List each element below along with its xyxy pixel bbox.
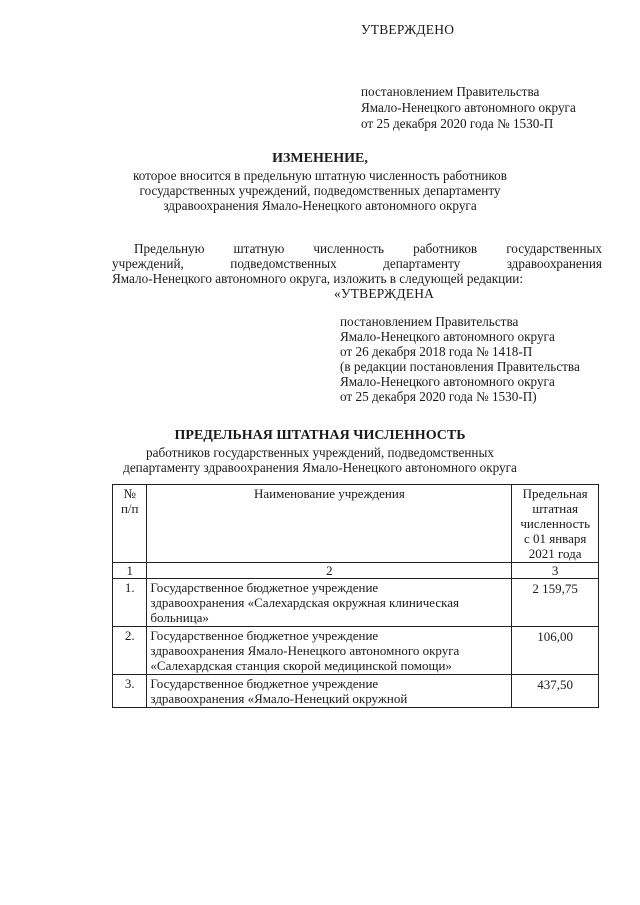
header-number	[113, 485, 147, 563]
body-word: работников	[413, 241, 478, 256]
row-limit-value: 106,00	[512, 627, 599, 675]
column-index: 1	[113, 563, 147, 579]
inner-approval-title: «УТВЕРЖДЕНА	[334, 286, 435, 301]
change-title: ИЗМЕНЕНИЕ,	[272, 151, 368, 166]
staff-limit-table	[112, 484, 599, 708]
header-number-line: п/п	[120, 501, 139, 516]
inner-approval-line: Ямало-Ненецкого автономного округа	[340, 329, 555, 344]
row-institution	[147, 627, 512, 675]
row-number: 2.	[113, 627, 147, 675]
row-limit-value: 2 159,75	[512, 579, 599, 627]
institution-line: Государственное бюджетное учреждение	[150, 676, 379, 691]
body-word: государственных	[506, 241, 602, 256]
inner-approval-line: от 25 декабря 2020 года № 1530-П)	[340, 389, 537, 404]
body-word: подведомственных	[230, 256, 337, 271]
header-limit-line: Предельная	[522, 486, 588, 501]
limit-subtitle-line: работников государственных учреждений, подведомственных	[146, 445, 494, 460]
header-limit-line: численность	[520, 516, 590, 531]
inner-approval-line: от 26 декабря 2018 года № 1418-П	[340, 344, 533, 359]
approval-title: УТВЕРЖДЕНО	[361, 22, 455, 37]
body-word: учреждений,	[112, 256, 184, 271]
change-subtitle-line: которое вносится в предельную штатную численность работников	[132, 168, 507, 183]
body-word: численность	[313, 241, 385, 256]
approval-line: постановлением Правительства	[361, 84, 540, 99]
body-word: Предельную	[134, 241, 205, 256]
body-paragraph-line: Ямало-Ненецкого автономного округа, изложить в следующей редакции:	[112, 271, 523, 286]
table-row	[113, 675, 599, 708]
approval-line: Ямало-Ненецкого автономного округа	[361, 100, 576, 115]
table-row	[113, 627, 599, 675]
header-institution	[147, 485, 512, 563]
row-institution	[147, 675, 512, 708]
institution-line: «Салехардская станция скорой медицинской помощи»	[150, 658, 452, 673]
body-word: департаменту	[383, 256, 461, 271]
institution-line: больница»	[150, 610, 209, 625]
header-limit-line: с 01 января	[523, 531, 587, 546]
institution-line: Государственное бюджетное учреждение	[150, 580, 379, 595]
inner-approval-line: Ямало-Ненецкого автономного округа	[340, 374, 555, 389]
header-limit-line: штатная	[532, 501, 579, 516]
row-number: 3.	[113, 675, 147, 708]
table-row	[113, 579, 599, 627]
institution-line: здравоохранения «Салехардская окружная клиническая	[150, 595, 460, 610]
institution-line: здравоохранения Ямало-Ненецкого автономного округа	[150, 643, 460, 658]
limit-subtitle-line: департаменту здравоохранения Ямало-Ненецкого автономного округа	[123, 460, 517, 475]
institution-line: Государственное бюджетное учреждение	[150, 628, 379, 643]
body-paragraph-line	[112, 256, 602, 271]
header-limit-line: 2021 года	[528, 546, 582, 561]
body-paragraph-line	[134, 241, 602, 256]
change-subtitle-line: здравоохранения Ямало-Ненецкого автономного округа	[163, 198, 477, 213]
change-subtitle-line: государственных учреждений, подведомственных департаменту	[139, 183, 501, 198]
body-word: здравоохранения	[506, 256, 602, 271]
row-limit-value: 437,50	[512, 675, 599, 708]
approval-line: от 25 декабря 2020 года № 1530-П	[361, 116, 554, 131]
header-limit	[512, 485, 599, 563]
table-header-row	[113, 485, 599, 563]
header-institution-label: Наименование учреждения	[253, 486, 405, 501]
institution-line: здравоохранения «Ямало-Ненецкий окружной	[150, 691, 408, 706]
inner-approval-line: постановлением Правительства	[340, 314, 519, 329]
header-number-line: №	[123, 486, 136, 501]
column-index-row	[113, 563, 599, 579]
limit-title: ПРЕДЕЛЬНАЯ ШТАТНАЯ ЧИСЛЕННОСТЬ	[174, 428, 466, 443]
row-number: 1.	[113, 579, 147, 627]
column-index: 2	[147, 563, 512, 579]
row-institution	[147, 579, 512, 627]
body-word: штатную	[233, 241, 285, 256]
column-index: 3	[512, 563, 599, 579]
inner-approval-line: (в редакции постановления Правительства	[340, 359, 580, 374]
